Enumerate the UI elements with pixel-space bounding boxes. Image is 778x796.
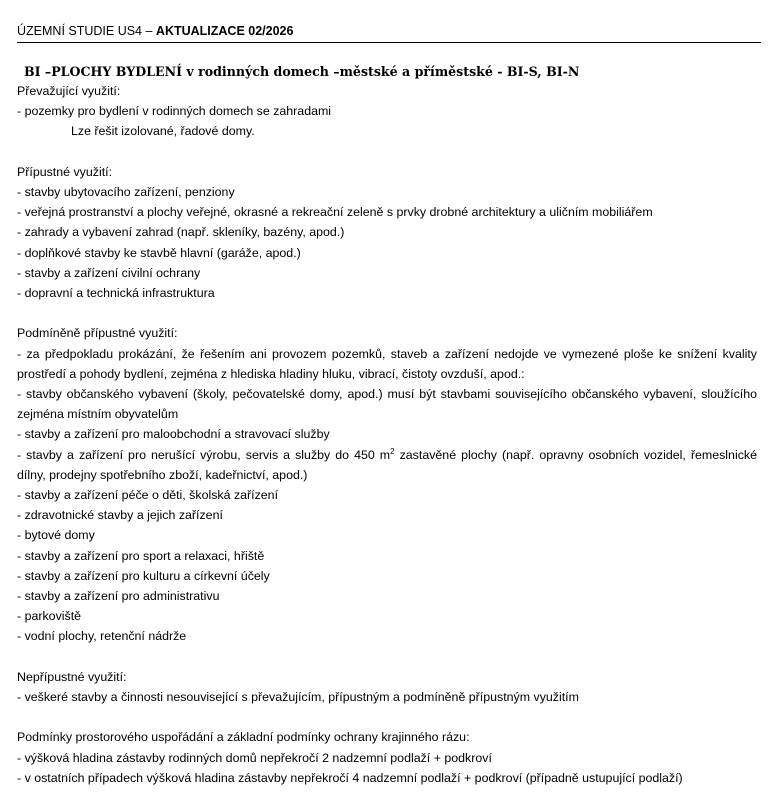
list-item: - výšková hladina zástavby rodinných domů nepřekročí 2 nadzemní podlaží + podkroví [17,750,492,765]
list-item-text: zastavěné plochy (např. opravny osobních vozidel, řemeslnické [394,447,757,462]
list-item: - doplňkové stavby ke stavbě hlavní (garáže, apod.) [17,245,301,260]
list-item: - stavby a zařízení pro sport a relaxaci, hřiště [17,548,265,563]
pripustne-heading: Přípustné využití: [17,164,113,179]
list-item: - stavby ubytovacího zařízení, penziony [17,185,235,199]
list-item: - vodní plochy, retenční nádrže [17,629,187,644]
header-update-label: AKTUALIZACE 02/2026 [155,24,294,38]
list-item: - dopravní a technická infrastruktura [17,286,215,301]
list-item: - stavby a zařízení civilní ochrany [17,265,201,280]
list-item: - zdravotnické stavby a jejich zařízení [17,508,223,523]
list-item: - stavby a zařízení pro administrativu [17,589,220,604]
list-item [17,445,757,465]
list-item-text: - stavby a zařízení pro nerušící výrobu, servis a služby do 450 m [17,447,391,462]
list-item-continuation: prostředí a pohody bydlení, zejména z hlediska hladiny hluku, vibrací, čistoty ovzduší, apod.: [17,366,525,381]
prevazujici-heading: Převažující využití: [17,84,121,98]
list-item: - bytové domy [17,528,95,543]
podminky-heading: Podmínky prostorového uspořádání a základní podmínky ochrany krajinného rázu: [17,730,470,745]
document-body [17,81,757,788]
nepripustne-heading: Nepřípustné využití: [17,669,127,684]
list-item: - stavby a zařízení péče o děti, školská zařízení [17,488,279,503]
list-item: - v ostatních případech výšková hladina zástavby nepřekročí 4 nadzemní podlaží + podkroví (případně ustupující podlaží) [17,770,683,785]
list-item-continuation: zejména místním obyvatelům [17,407,179,422]
list-item: - veškeré stavby a činnosti nesouvisející s převažujícím, přípustným a podmíněně přípustným využitím [17,690,579,705]
section-title: BI –PLOCHY BYDLENÍ v rodinných domech –městské a příměstské - BI-S, BI-N [24,64,580,79]
list-item-continuation: dílny, prodejny spotřebního zboží, kadeřnictví, apod.) [17,467,308,482]
list-item: - pozemky pro bydlení v rodinných domech se zahradami [17,104,332,119]
list-item: - stavby a zařízení pro maloobchodní a stravovací služby [17,427,330,442]
header-study-title: ÚZEMNÍ STUDIE US4 – [17,24,156,38]
prevazujici-note: Lze řešit izolované, řadové domy. [71,124,255,139]
page-header [17,22,761,43]
list-item: - zahrady a vybavení zahrad (např. skleníky, bazény, apod.) [17,225,345,240]
list-item: - za předpokladu prokázání, že řešením ani provozem pozemků, staveb a zařízení nedojde ve vymezené ploše ke snížení kvality [17,346,757,361]
list-item: - parkoviště [17,609,82,624]
superscript: 2 [390,446,395,456]
list-item: - veřejná prostranství a plochy veřejné, okrasné a rekreační zeleně s prvky drobné architektury a uličním mobiliářem [17,205,653,220]
podminene-heading: Podmíněně přípustné využití: [17,326,178,341]
list-item: - stavby a zařízení pro kulturu a církevní účely [17,568,270,583]
list-item: - stavby občanského vybavení (školy, pečovatelské domy, apod.) musí být stavbami souvisejícího občanského vybavení, sloužícího [17,387,757,402]
